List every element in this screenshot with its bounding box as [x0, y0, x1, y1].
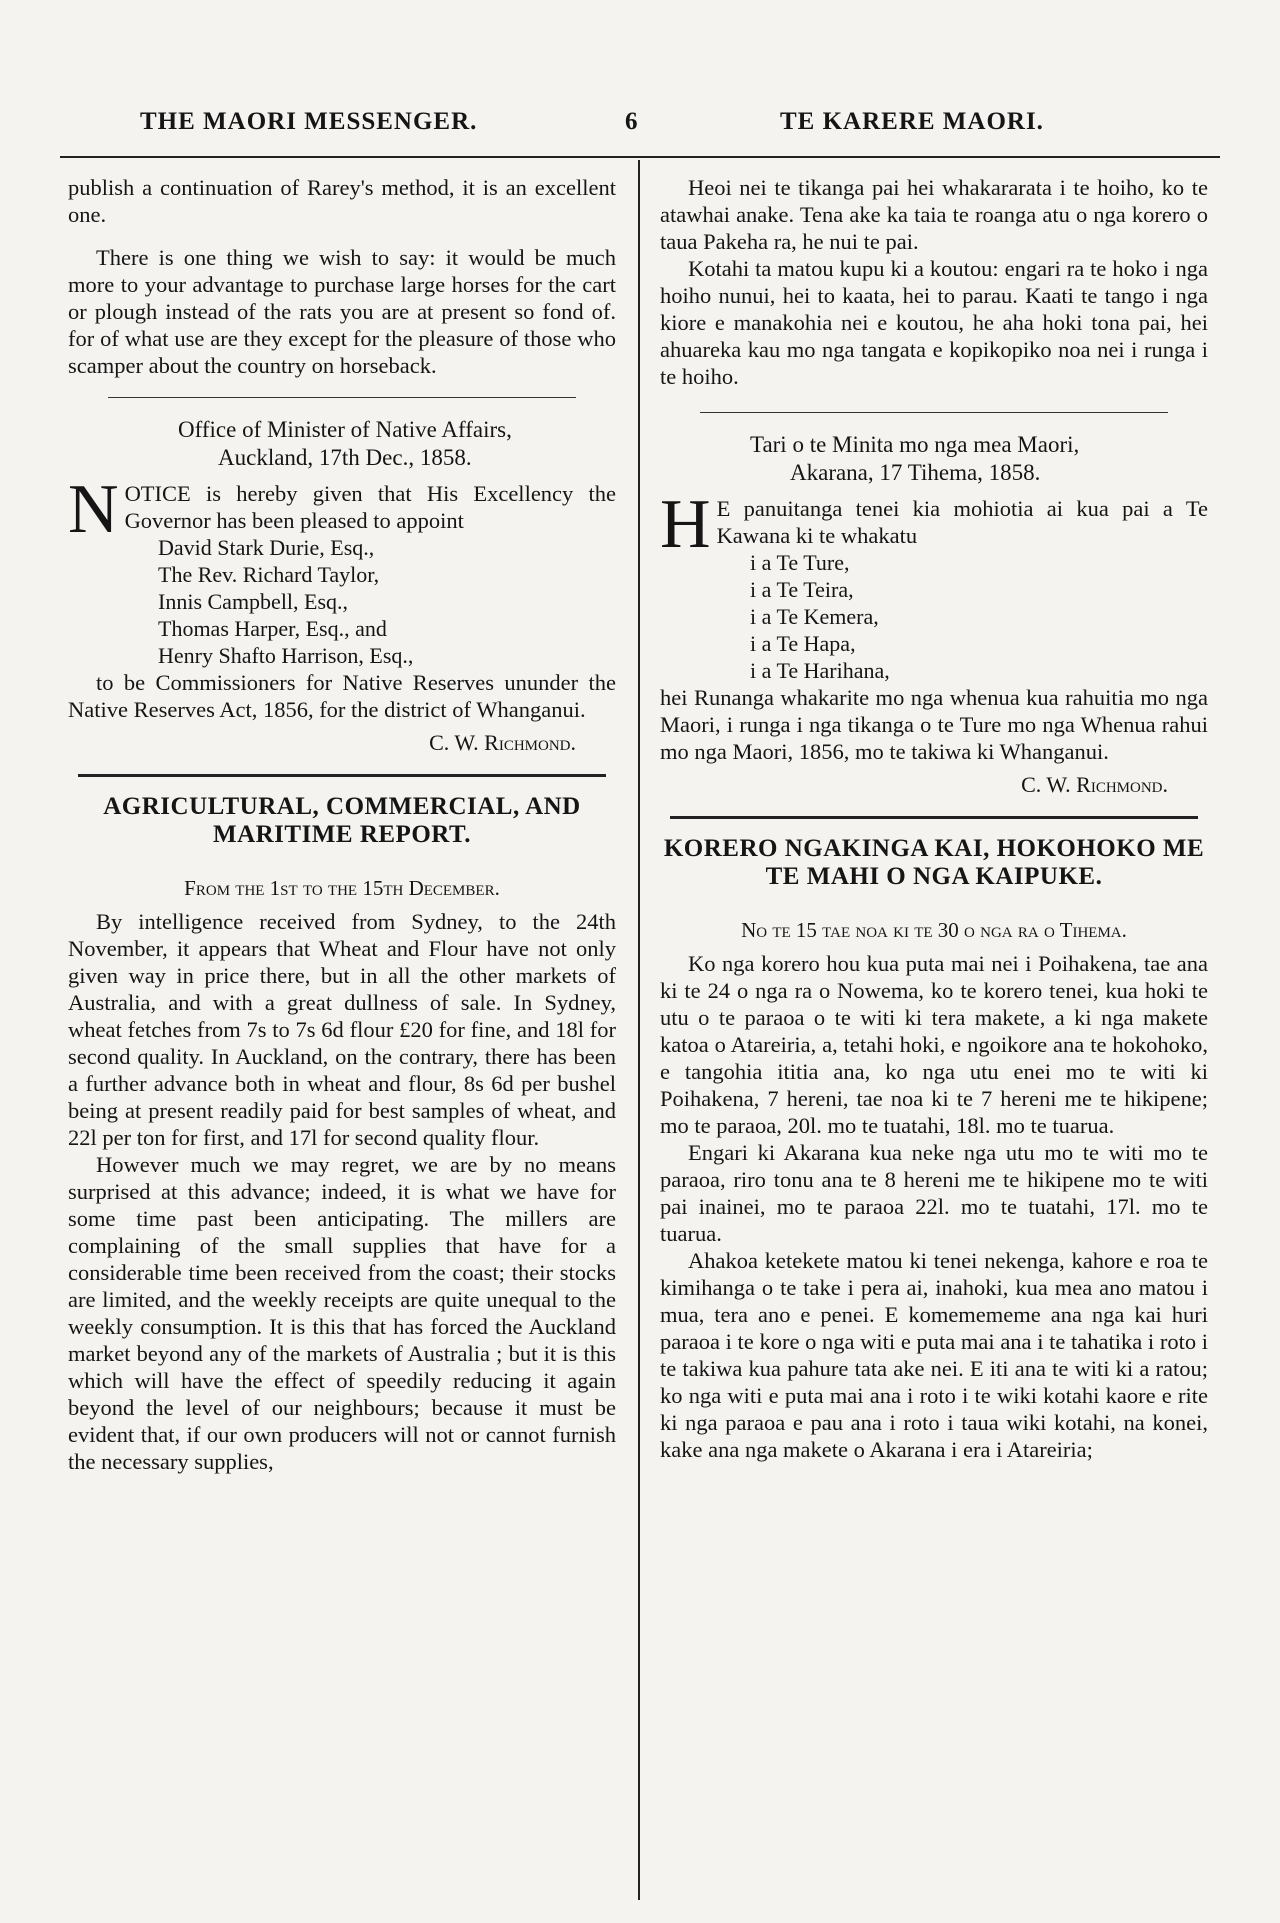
english-report-heading: AGRICULTURAL, COMMERCIAL, AND MARITIME REPORT.: [103, 793, 581, 848]
maori-intro-2: Kotahi ta matou kupu ki a koutou: engari ra te hoko i nga hoiho nunui, hei to kaata, hei to parau. Kaati te tango i nga kiore e manakohia nei e koutou, he aha hoki tona pai, hei ahuareka kau mo nga tangata e kopikopiko noa nei i runga i te hoiho.: [660, 256, 1208, 389]
masthead: [60, 108, 1220, 148]
appointee: Thomas Harper, Esq., and: [158, 616, 387, 641]
appointee: i a Te Teira,: [750, 577, 854, 602]
maori-report-paragraph-1: Ko nga korero hou kua puta mai nei i Poihakena, tae ana ki te 24 o nga ra o Nowema, ko te korero tenei, kua hoki te utu o te paraoa o te witi ki tera makete, a ki nga makete katoa o Atareiria, a, tetahi hoki, e ngoikore ana te hokohoko, e tangohia ititia ana, ko nga utu enei mo te witi ki Poihakena, 7 hereni, tae noa ki te 7 hereni me te hikipene; mo te paraoa, 20l. mo te tuatahi, 18l. mo te tuarua.: [660, 951, 1208, 1138]
maori-office-line-2: Akarana, 17 Tihema, 1858.: [790, 460, 1041, 485]
section-rule: [700, 412, 1168, 413]
appointee: Innis Campbell, Esq.,: [158, 589, 349, 614]
column-divider: [638, 160, 640, 1900]
english-column: [68, 174, 616, 1475]
english-signature: C. W. Richmond.: [429, 730, 576, 755]
appointee: The Rev. Richard Taylor,: [158, 562, 380, 587]
masthead-english-title: THE MAORI MESSENGER.: [140, 108, 478, 135]
maori-report-paragraph-2: Engari ki Akarana kua neke nga utu mo te witi mo te paraoa, riro tonu ana te 8 hereni me te hikipene mo te witi pai inainei, mo te paraoa 22l. mo te tuatahi, 17l. mo te tuarua.: [660, 1140, 1208, 1246]
english-intro-2: There is one thing we wish to say: it would be much more to your advantage to purchase large horses for the cart or plough instead of the rats you are at present so fond of. for of what use are they except for the pleasure of those who scamper about the country on horseback.: [68, 245, 616, 378]
english-appointee-list: [68, 534, 616, 669]
maori-notice-text: E panuitanga tenei kia mohiotia ai kua pai a Te Kawana ki te whakatu: [716, 496, 1208, 548]
maori-report-heading: KORERO NGAKINGA KAI, HOKOHOKO ME TE MAHI O NGA KAIPUKE.: [663, 835, 1205, 890]
report-rule: [78, 774, 606, 777]
masthead-rule: [60, 156, 1220, 158]
english-notice-text: OTICE is hereby given that His Excellency the Governor has been pleased to appoint: [124, 481, 616, 533]
english-intro-1: publish a continuation of Rarey's method, it is an excellent one.: [68, 175, 616, 227]
maori-column: [660, 174, 1208, 1463]
english-report-dates: From the 1st to the 15th December.: [184, 876, 500, 900]
appointee: i a Te Harihana,: [750, 658, 890, 683]
english-report-paragraph-1: By intelligence received from Sydney, to the 24th November, it appears that Wheat and Flour have not only given way in price there, but in all the other markets of Australia, and with a great dullness of sale. In Sydney, wheat fetches from 7s to 7s 6d flour £20 for fine, and 18l for second quality. In Auckland, on the contrary, there has been a further advance both in wheat and flour, 8s 6d per bushel being at present readily paid for best samples of wheat, and 22l per ton for first, and 17l for second quality flour.: [68, 909, 616, 1150]
appointee: i a Te Ture,: [750, 550, 850, 575]
appointee: i a Te Kemera,: [750, 604, 879, 629]
report-rule: [670, 816, 1198, 819]
maori-notice-dropcap: H: [660, 486, 711, 563]
appointee: i a Te Hapa,: [750, 631, 856, 656]
english-office-line-2: Auckland, 17th Dec., 1858.: [218, 445, 472, 470]
masthead-maori-title: TE KARERE MAORI.: [780, 108, 1044, 135]
maori-office-line-1: Tari o te Minita mo nga mea Maori,: [750, 432, 1080, 457]
newspaper-page: [60, 108, 1220, 1908]
maori-appointee-list: [660, 549, 1208, 684]
english-notice-dropcap: N: [68, 471, 119, 548]
appointee: David Stark Durie, Esq.,: [158, 535, 375, 560]
english-report-paragraph-2: However much we may regret, we are by no means surprised at this advance; indeed, it is what we have for some time past been anticipating. The millers are complaining of the small supplies that have for a considerable time been received from the coast; their stocks are limited, and the weekly receipts are quite unequal to the weekly consumption. It is this that has forced the Auckland market beyond any of the markets of Australia ; but it is this which will have the effect of speedily reducing it again beyond the level of our neighbours; because it must be evident that, if our own producers will not or cannot furnish the necessary supplies,: [68, 1152, 616, 1474]
section-rule: [108, 397, 576, 398]
maori-signature: C. W. Richmond.: [1021, 772, 1168, 797]
maori-report-paragraph-3: Ahakoa ketekete matou ki tenei nekenga, kahore e roa te kimihanga o te take i pera ai, inahoki, kua mea ano matou i mua, tera ano e penei. E komemememe ana nga kai huri paraoa i te kore o nga witi e puta mai ana i te tahatika i roto i te takiwa kua pahure tata ake nei. E iti ana te witi ki a ratou; ko nga witi e puta mai ana i roto i te wiki kotahi kaore e rite ki nga paraoa e pau ana i roto i taua wiki kotahi, na konei, kake ana nga makete o Akarana i era i Atareiria;: [660, 1248, 1208, 1462]
maori-intro-1: Heoi nei te tikanga pai hei whakararata i te hoiho, ko te atawhai anake. Tena ake ka taia te roanga atu o nga korero o taua Pakeha ra, he nui te pai.: [660, 175, 1208, 254]
english-notice-end: to be Commissioners for Native Reserves ununder the Native Reserves Act, 1856, for the district of Whanganui.: [68, 670, 616, 722]
maori-report-dates: No te 15 tae noa ki te 30 o nga ra o Tihema.: [741, 918, 1127, 942]
maori-notice-end: hei Runanga whakarite mo nga whenua kua rahuitia mo nga Maori, i runga i nga tikanga o te Ture mo nga Whenua rahui mo nga Maori, 1856, mo te takiwa ki Whanganui.: [660, 685, 1208, 764]
english-office-line-1: Office of Minister of Native Affairs,: [178, 417, 512, 442]
appointee: Henry Shafto Harrison, Esq.,: [158, 643, 414, 668]
page-number: 6: [625, 108, 639, 135]
